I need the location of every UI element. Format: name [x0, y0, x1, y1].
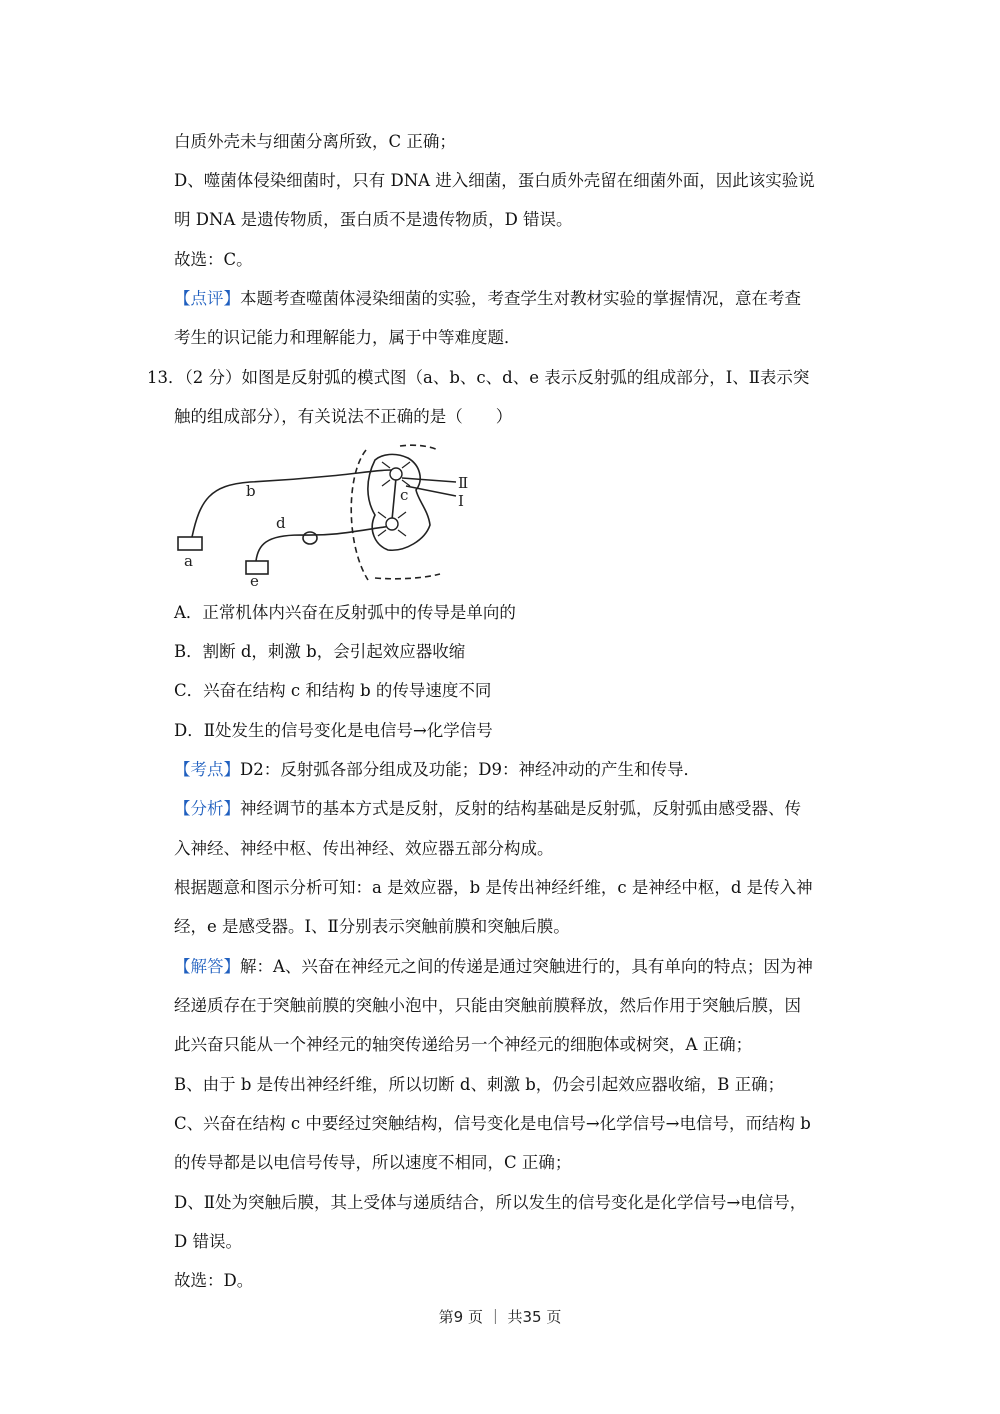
label-II: Ⅱ — [458, 474, 469, 492]
question-stem: 13．（2 分）如图是反射弧的模式图（a、b、c、d、e 表示反射弧的组成部分，Ⅰ、Ⅱ表示突 — [147, 368, 810, 387]
text-line: 经递质存在于突触前膜的突触小泡中，只能由突触前膜释放，然后作用于突触后膜，因 — [174, 996, 801, 1015]
fenxi-tag: 【分析】 — [174, 799, 240, 818]
label-I: Ⅰ — [458, 492, 464, 510]
dianping-text: 本题考查噬菌体浸染细菌的实验，考查学生对教材实验的掌握情况，意在考查 — [240, 289, 801, 308]
fenxi-text: 神经调节的基本方式是反射，反射的结构基础是反射弧，反射弧由感受器、传 — [240, 799, 801, 818]
text-line: 考生的识记能力和理解能力，属于中等难度题． — [174, 328, 521, 347]
reflex-arc-diagram — [170, 440, 480, 590]
text-line: 白质外壳未与细菌分离所致，C 正确； — [174, 132, 456, 151]
efferent-fiber-b — [192, 470, 392, 537]
jieda-tag: 【解答】 — [174, 957, 240, 976]
label-d: d — [276, 514, 286, 532]
text-line: 入神经、神经中枢、传出神经、效应器五部分构成。 — [174, 839, 554, 858]
text-line: D、Ⅱ处为突触后膜，其上受体与递质结合，所以发生的信号变化是化学信号→电信号， — [174, 1193, 807, 1212]
neuron-body-lower — [386, 518, 398, 530]
text-line: 的传导都是以电信号传导，所以速度不相同，C 正确； — [174, 1153, 572, 1172]
question-stem-cont: 触的组成部分），有关说法不正确的是（ ） — [174, 407, 513, 426]
jieda-text: 解：A、兴奋在神经元之间的传递是通过突触进行的，具有单向的特点；因为神 — [240, 957, 813, 976]
label-a: a — [184, 552, 193, 570]
text-line: 此兴奋只能从一个神经元的轴突传递给另一个神经元的细胞体或树突，A 正确； — [174, 1035, 753, 1054]
kaodian-line — [174, 759, 700, 781]
option-c: C．兴奋在结构 c 和结构 b 的传导速度不同 — [174, 681, 492, 700]
text-line: D、噬菌体侵染细菌时，只有 DNA 进入细菌，蛋白质外壳留在细菌外面，因此该实验说 — [174, 171, 815, 190]
effector-a-box — [178, 537, 202, 550]
text-line: D 错误。 — [174, 1232, 242, 1251]
option-a: A．正常机体内兴奋在反射弧中的传导是单向的 — [174, 603, 516, 622]
neuron-body-upper — [390, 468, 402, 480]
spinal-cord-outline — [351, 450, 368, 580]
kaodian-text: D2：反射弧各部分组成及功能；D9：神经冲动的产生和传导． — [240, 760, 700, 779]
text-line: 故选：D。 — [174, 1271, 254, 1290]
text-line: 明 DNA 是遗传物质，蛋白质不是遗传物质，D 错误。 — [174, 210, 573, 229]
option-d: D．Ⅱ处发生的信号变化是电信号→化学信号 — [174, 721, 493, 740]
fenxi-line — [174, 798, 801, 820]
kaodian-tag: 【考点】 — [174, 760, 240, 779]
option-b: B．割断 d，刺激 b，会引起效应器收缩 — [174, 642, 466, 661]
text-line: B、由于 b 是传出神经纤维，所以切断 d、刺激 b，仍会引起效应器收缩，B 正确； — [174, 1075, 785, 1094]
label-e: e — [250, 572, 259, 590]
jieda-line — [174, 956, 813, 978]
text-line: 经，e 是感受器。Ⅰ、Ⅱ分别表示突触前膜和突触后膜。 — [174, 917, 570, 936]
dianping-line — [174, 288, 801, 310]
label-c: c — [400, 486, 409, 504]
text-line: C、兴奋在结构 c 中要经过突触结构，信号变化是电信号→化学信号→电信号，而结构 b — [174, 1114, 811, 1133]
page-footer: 第9 页 ｜ 共35 页 — [438, 1308, 562, 1326]
text-line: 根据题意和图示分析可知：a 是效应器，b 是传出神经纤维，c 是神经中枢，d 是传入神 — [174, 878, 813, 897]
dianping-tag: 【点评】 — [174, 289, 240, 308]
spinal-cord-bottom — [375, 574, 440, 579]
pointer-II — [402, 478, 456, 482]
ganglion — [303, 532, 317, 544]
spinal-cord-top — [400, 445, 438, 450]
label-b: b — [246, 482, 256, 500]
pointer-I — [406, 486, 456, 496]
interneuron — [392, 478, 396, 520]
text-line: 故选：C。 — [174, 250, 253, 269]
